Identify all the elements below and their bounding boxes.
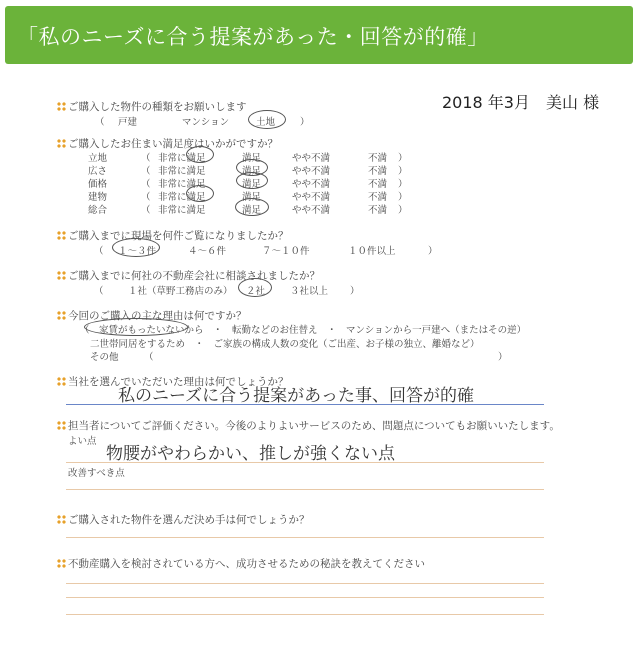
paren: （ bbox=[144, 352, 154, 363]
question-text: 今回のご購入の主な理由は何ですか？ bbox=[68, 310, 247, 322]
question-property-type bbox=[57, 99, 247, 114]
bullet-icon bbox=[57, 102, 66, 111]
bullet-icon bbox=[57, 271, 66, 280]
bullet-icon bbox=[57, 559, 66, 568]
option-somewhat-dissatisfied: やや不満 bbox=[292, 205, 331, 216]
question-deciding-factor bbox=[57, 512, 310, 527]
row-label-size: 広さ bbox=[88, 166, 108, 177]
option-dissatisfied: 不満 bbox=[368, 166, 388, 177]
option-very-satisfied: 非常に満足 bbox=[158, 205, 206, 216]
answer-line bbox=[66, 462, 544, 463]
paren: ） bbox=[350, 286, 360, 297]
paren: ） bbox=[428, 246, 438, 257]
q3-option-4-6: ４～６件 bbox=[188, 246, 227, 257]
question-text: ご購入したお住まい満足度はいかがですか？ bbox=[68, 138, 278, 150]
option-very-satisfied: 非常に満足 bbox=[158, 192, 206, 203]
question-viewings bbox=[57, 228, 289, 243]
answer-line bbox=[66, 597, 544, 598]
page-title: 「私のニーズに合う提案があった・回答が的確」 bbox=[17, 25, 489, 49]
option-dissatisfied: 不満 bbox=[368, 192, 388, 203]
selected-circle-overall bbox=[235, 198, 269, 216]
reason-other-label: その他 bbox=[90, 352, 119, 363]
option-satisfied: 満足 bbox=[242, 192, 262, 203]
question-text: 不動産購入を検討されている方へ、成功させるための秘訣を教えてください bbox=[68, 558, 425, 570]
question-text: 担当者についてご評価ください。今後のよりよいサービスのため、問題点についてもお願いいたします。 bbox=[68, 420, 560, 432]
question-text: ご購入した物件の種類をお願いします bbox=[68, 101, 247, 113]
row-label-overall: 総合 bbox=[88, 205, 108, 216]
title-banner bbox=[5, 6, 633, 64]
row-label-building: 建物 bbox=[88, 192, 108, 203]
q4-option-two-companies: ２社 bbox=[246, 286, 266, 297]
option-dissatisfied: 不満 bbox=[368, 179, 388, 190]
option-somewhat-dissatisfied: やや不満 bbox=[292, 153, 331, 164]
paren: ） bbox=[398, 179, 408, 190]
row-label-price: 価格 bbox=[88, 179, 108, 190]
bullet-icon bbox=[57, 139, 66, 148]
answer-line bbox=[66, 537, 544, 538]
question-agencies bbox=[57, 268, 320, 283]
option-somewhat-dissatisfied: やや不満 bbox=[292, 166, 331, 177]
q1-open-paren: （ bbox=[95, 117, 105, 128]
reason-line-1: （ 家賃がもったいないから ・ 転勤などのお住替え ・ マンションから一戸建へ（またはその逆） bbox=[80, 325, 527, 336]
handwritten-good-points: 物腰がやわらかい、推しが強くない点 bbox=[106, 444, 395, 464]
q3-option-7-10: ７～１０件 bbox=[262, 246, 310, 257]
option-somewhat-dissatisfied: やや不満 bbox=[292, 192, 331, 203]
selected-circle-price bbox=[236, 172, 268, 189]
q3-option-10-plus: １０件以上 bbox=[348, 246, 396, 257]
question-text: ご購入までに何社の不動産会社に相談されましたか？ bbox=[68, 270, 320, 282]
selected-circle-land bbox=[248, 110, 286, 129]
option-dissatisfied: 不満 bbox=[368, 153, 388, 164]
option-very-satisfied: 非常に満足 bbox=[158, 179, 206, 190]
q1-option-mansion: マンション bbox=[182, 117, 230, 128]
q1-option-land: 土地 bbox=[256, 117, 276, 128]
q1-option-detached: 戸建 bbox=[118, 117, 138, 128]
paren: （ bbox=[141, 153, 151, 164]
question-text: 当社を選んでいただいた理由は何でしょうか？ bbox=[68, 376, 289, 388]
question-advice bbox=[57, 556, 425, 571]
bullet-icon bbox=[57, 377, 66, 386]
paren: ） bbox=[398, 153, 408, 164]
q3-option-1-3: １～３件 bbox=[118, 246, 157, 257]
paren: （ bbox=[141, 166, 151, 177]
paren: （ bbox=[141, 179, 151, 190]
paren: （ bbox=[141, 205, 151, 216]
row-label-location: 立地 bbox=[88, 153, 108, 164]
answer-line bbox=[66, 583, 544, 584]
paren: （ bbox=[94, 246, 104, 257]
question-staff-evaluation bbox=[57, 418, 560, 433]
paren: ） bbox=[398, 166, 408, 177]
answer-line bbox=[66, 404, 544, 405]
option-satisfied: 満足 bbox=[242, 153, 262, 164]
bullet-icon bbox=[57, 231, 66, 240]
selected-circle-building bbox=[186, 185, 214, 202]
date-and-customer: 2018 年3月 美山 様 bbox=[442, 93, 600, 112]
option-satisfied: 満足 bbox=[242, 166, 262, 177]
paren: （ bbox=[141, 192, 151, 203]
reason-line-2: 二世帯同居をするため ・ ご家族の構成人数の変化（ご出産、お子様の独立、離婚など） bbox=[90, 339, 480, 350]
option-satisfied: 満足 bbox=[242, 179, 262, 190]
option-somewhat-dissatisfied: やや不満 bbox=[292, 179, 331, 190]
selected-circle-two-companies bbox=[238, 278, 272, 297]
good-points-label: よい点 bbox=[68, 436, 97, 447]
paren: ） bbox=[498, 352, 508, 363]
question-text: ご購入までに現場を何件ご覧になりましたか？ bbox=[68, 230, 289, 242]
bullet-icon bbox=[57, 311, 66, 320]
answer-line bbox=[66, 489, 544, 490]
answer-line bbox=[66, 614, 544, 615]
bullet-icon bbox=[57, 421, 66, 430]
option-dissatisfied: 不満 bbox=[368, 205, 388, 216]
handwritten-answer-why-us: 私のニーズに合う提案があった事、回答が的確 bbox=[118, 386, 474, 406]
option-very-satisfied: 非常に満足 bbox=[158, 153, 206, 164]
q4-option-one-company: １社（草野工務店のみ） bbox=[128, 286, 233, 297]
option-satisfied: 満足 bbox=[242, 205, 262, 216]
selected-circle-rent-waste bbox=[84, 318, 188, 336]
paren: ） bbox=[398, 192, 408, 203]
improvement-label: 改善すべき点 bbox=[68, 468, 125, 479]
question-satisfaction bbox=[57, 136, 278, 151]
q4-option-three-plus: ３社以上 bbox=[290, 286, 329, 297]
option-very-satisfied: 非常に満足 bbox=[158, 166, 206, 177]
selected-circle-location bbox=[186, 146, 214, 163]
question-text: ご購入された物件を選んだ決め手は何でしょうか？ bbox=[68, 514, 310, 526]
paren: （ bbox=[94, 286, 104, 297]
q1-close-paren: ） bbox=[300, 117, 310, 128]
bullet-icon bbox=[57, 515, 66, 524]
selected-circle-1-3 bbox=[112, 238, 160, 257]
paren: ） bbox=[398, 205, 408, 216]
